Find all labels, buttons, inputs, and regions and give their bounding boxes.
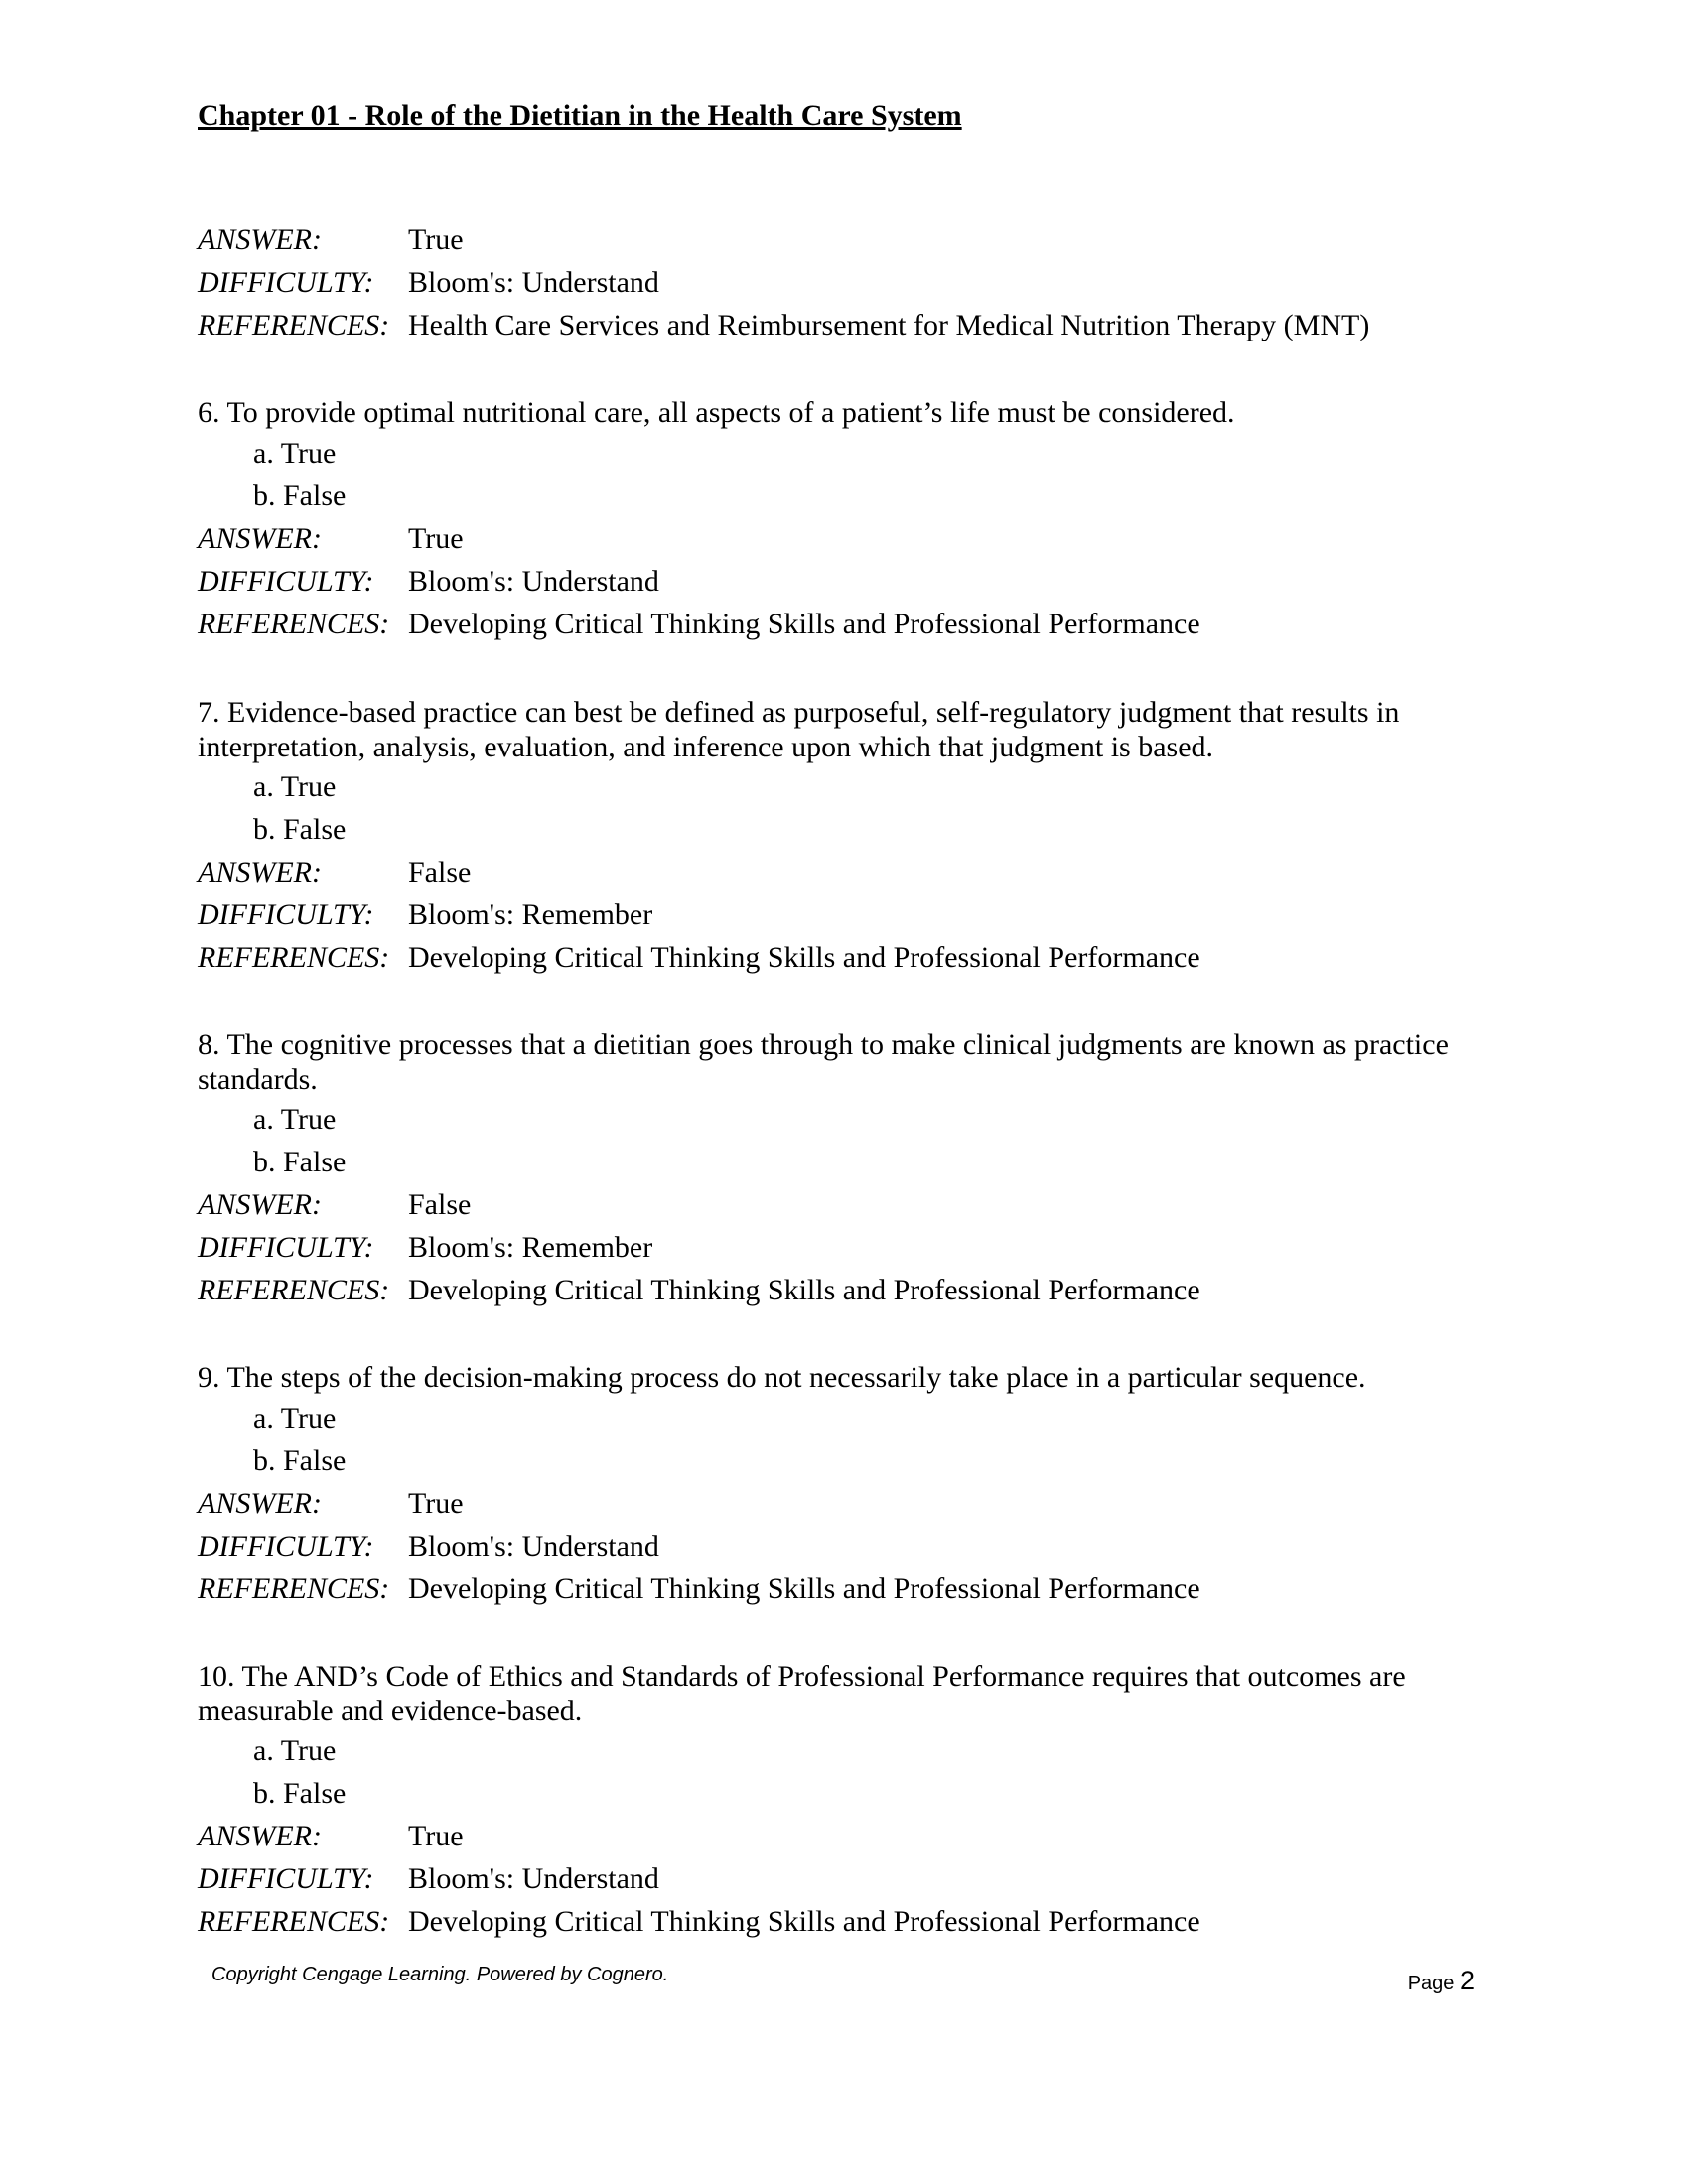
answer-row <box>198 1817 464 1856</box>
references-row <box>198 938 1200 978</box>
answer-label: ANSWER: <box>198 522 322 555</box>
difficulty-label: DIFFICULTY: <box>198 1231 374 1264</box>
page-title: Chapter 01 - Role of the Dietitian in the Health Care System <box>198 99 962 132</box>
option-false: b. False <box>253 1146 347 1178</box>
option-true: a. True <box>253 770 337 803</box>
option-false: b. False <box>253 813 347 846</box>
option-true: a. True <box>253 1734 337 1767</box>
answer-value: True <box>408 223 464 256</box>
difficulty-value: Bloom's: Remember <box>408 1231 653 1264</box>
difficulty-value: Bloom's: Remember <box>408 898 653 931</box>
answer-row <box>198 519 464 559</box>
question-text: 9. The steps of the decision-making process do not necessarily take place in a particular sequence. <box>198 1361 1366 1394</box>
references-row <box>198 1271 1200 1310</box>
answer-label: ANSWER: <box>198 223 322 256</box>
copyright-notice: Copyright Cengage Learning. Powered by Cognero. <box>211 1964 669 1985</box>
references-label: REFERENCES: <box>198 1572 390 1605</box>
answer-row <box>198 1185 471 1225</box>
page-label: Page <box>1407 1973 1455 1994</box>
option-false: b. False <box>253 479 347 512</box>
references-label: REFERENCES: <box>198 941 390 974</box>
page-number-value: 2 <box>1459 1966 1475 1995</box>
references-value: Health Care Services and Reimbursement for Medical Nutrition Therapy (MNT) <box>408 309 1370 341</box>
references-row <box>198 605 1200 644</box>
difficulty-value: Bloom's: Understand <box>408 1530 659 1563</box>
difficulty-label: DIFFICULTY: <box>198 266 374 299</box>
option-false: b. False <box>253 1777 347 1810</box>
answer-label: ANSWER: <box>198 1188 322 1221</box>
answer-row <box>198 853 471 892</box>
difficulty-label: DIFFICULTY: <box>198 1862 374 1895</box>
references-value: Developing Critical Thinking Skills and Professional Performance <box>408 1274 1200 1306</box>
answer-label: ANSWER: <box>198 856 322 888</box>
references-value: Developing Critical Thinking Skills and Professional Performance <box>408 1572 1200 1605</box>
difficulty-row <box>198 1527 659 1567</box>
option-true: a. True <box>253 1103 337 1136</box>
references-label: REFERENCES: <box>198 1274 390 1306</box>
references-label: REFERENCES: <box>198 309 390 341</box>
answer-value: True <box>408 1820 464 1852</box>
answer-row <box>198 1484 464 1524</box>
question-text: 6. To provide optimal nutritional care, all aspects of a patient’s life must be considered. <box>198 396 1235 429</box>
difficulty-row <box>198 562 659 602</box>
difficulty-row <box>198 895 652 935</box>
answer-value: False <box>408 1188 472 1221</box>
page-number <box>1408 1966 1475 1996</box>
question-text: 7. Evidence-based practice can best be defined as purposeful, self-regulatory judgment that results in interpretation, analysis, evaluation, and inference upon which that judgment is based. <box>198 696 1400 763</box>
difficulty-label: DIFFICULTY: <box>198 1530 374 1563</box>
question-text: 10. The AND’s Code of Ethics and Standards of Professional Performance requires that outcomes are measurable and evidence-based. <box>198 1660 1406 1727</box>
answer-value: False <box>408 856 472 888</box>
answer-label: ANSWER: <box>198 1487 322 1520</box>
references-row <box>198 1902 1200 1942</box>
option-false: b. False <box>253 1444 347 1477</box>
references-label: REFERENCES: <box>198 1905 390 1938</box>
answer-value: True <box>408 522 464 555</box>
difficulty-value: Bloom's: Understand <box>408 1862 659 1895</box>
difficulty-value: Bloom's: Understand <box>408 565 659 598</box>
option-true: a. True <box>253 437 337 470</box>
difficulty-row <box>198 1228 652 1268</box>
references-value: Developing Critical Thinking Skills and Professional Performance <box>408 608 1200 640</box>
difficulty-row <box>198 263 659 303</box>
question-text: 8. The cognitive processes that a dietitian goes through to make clinical judgments are known as practice standards. <box>198 1028 1449 1096</box>
references-label: REFERENCES: <box>198 608 390 640</box>
difficulty-row <box>198 1859 659 1899</box>
option-true: a. True <box>253 1402 337 1434</box>
references-row <box>198 306 1369 345</box>
references-row <box>198 1570 1200 1609</box>
answer-row <box>198 220 464 260</box>
answer-value: True <box>408 1487 464 1520</box>
references-value: Developing Critical Thinking Skills and Professional Performance <box>408 1905 1200 1938</box>
difficulty-label: DIFFICULTY: <box>198 565 374 598</box>
answer-label: ANSWER: <box>198 1820 322 1852</box>
difficulty-label: DIFFICULTY: <box>198 898 374 931</box>
difficulty-value: Bloom's: Understand <box>408 266 659 299</box>
references-value: Developing Critical Thinking Skills and Professional Performance <box>408 941 1200 974</box>
